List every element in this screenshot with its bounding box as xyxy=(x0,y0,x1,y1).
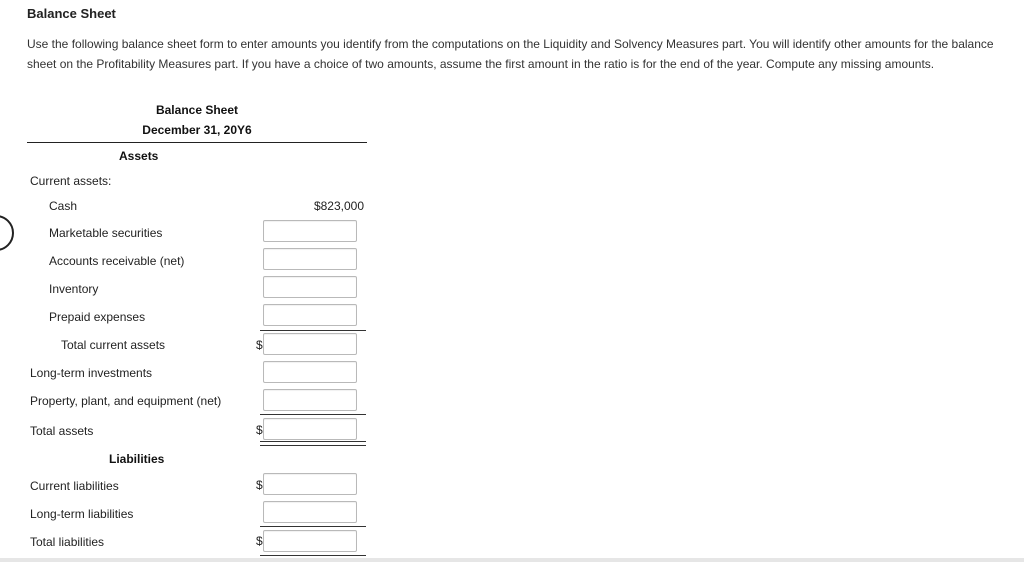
balance-sheet-form xyxy=(27,0,367,562)
total-current-assets-input[interactable] xyxy=(263,333,357,355)
current-liabilities-input[interactable] xyxy=(263,473,357,495)
long-term-investments-label: Long-term investments xyxy=(30,366,153,380)
ppe-label: Property, plant, and equipment (net) xyxy=(30,394,222,408)
marketable-securities-input[interactable] xyxy=(263,220,357,242)
total-liabilities-input[interactable] xyxy=(263,530,357,552)
subtotal-rule xyxy=(260,526,366,527)
header-rule xyxy=(27,142,367,143)
bottom-scroll-edge xyxy=(0,558,1024,562)
current-liabilities-label: Current liabilities xyxy=(30,479,119,493)
currency-sign: $ xyxy=(256,534,263,548)
page-title: Balance Sheet xyxy=(27,6,116,21)
cash-amount: $823,000 xyxy=(313,199,364,213)
prepaid-expenses-label: Prepaid expenses xyxy=(49,310,146,324)
currency-sign: $ xyxy=(256,423,263,437)
long-term-liabilities-input[interactable] xyxy=(263,501,357,523)
total-assets-label: Total assets xyxy=(30,424,94,438)
currency-sign: $ xyxy=(256,338,263,352)
liabilities-heading: Liabilities xyxy=(109,452,165,466)
accounts-receivable-label: Accounts receivable (net) xyxy=(49,254,185,268)
statement-date: December 31, 20Y6 xyxy=(142,123,252,137)
subtotal-rule xyxy=(260,555,366,556)
ppe-input[interactable] xyxy=(263,389,357,411)
total-current-assets-label: Total current assets xyxy=(61,338,166,352)
total-double-rule xyxy=(260,441,366,446)
total-liabilities-label: Total liabilities xyxy=(30,535,105,549)
assets-heading: Assets xyxy=(119,149,159,163)
current-assets-label: Current assets: xyxy=(30,174,112,188)
total-assets-input[interactable] xyxy=(263,418,357,440)
statement-title: Balance Sheet xyxy=(155,103,239,117)
circle-marker-icon xyxy=(0,215,14,251)
prepaid-expenses-input[interactable] xyxy=(263,304,357,326)
subtotal-rule xyxy=(260,330,366,331)
marketable-securities-label: Marketable securities xyxy=(49,226,163,240)
inventory-input[interactable] xyxy=(263,276,357,298)
long-term-liabilities-label: Long-term liabilities xyxy=(30,507,134,521)
cash-label: Cash xyxy=(49,199,78,213)
inventory-label: Inventory xyxy=(49,282,99,296)
long-term-investments-input[interactable] xyxy=(263,361,357,383)
accounts-receivable-input[interactable] xyxy=(263,248,357,270)
currency-sign: $ xyxy=(256,478,263,492)
subtotal-rule xyxy=(260,414,366,415)
instructions-text: Use the following balance sheet form to enter amounts you identify from the computations on the Liquidity and Solvency Measures part. You will identify other amounts for the balance sheet on the Profitability Measures part. If you have a choice of two amounts, assume the first amount in the ratio is for the end of the year. Compute any missing amounts. xyxy=(27,37,994,71)
